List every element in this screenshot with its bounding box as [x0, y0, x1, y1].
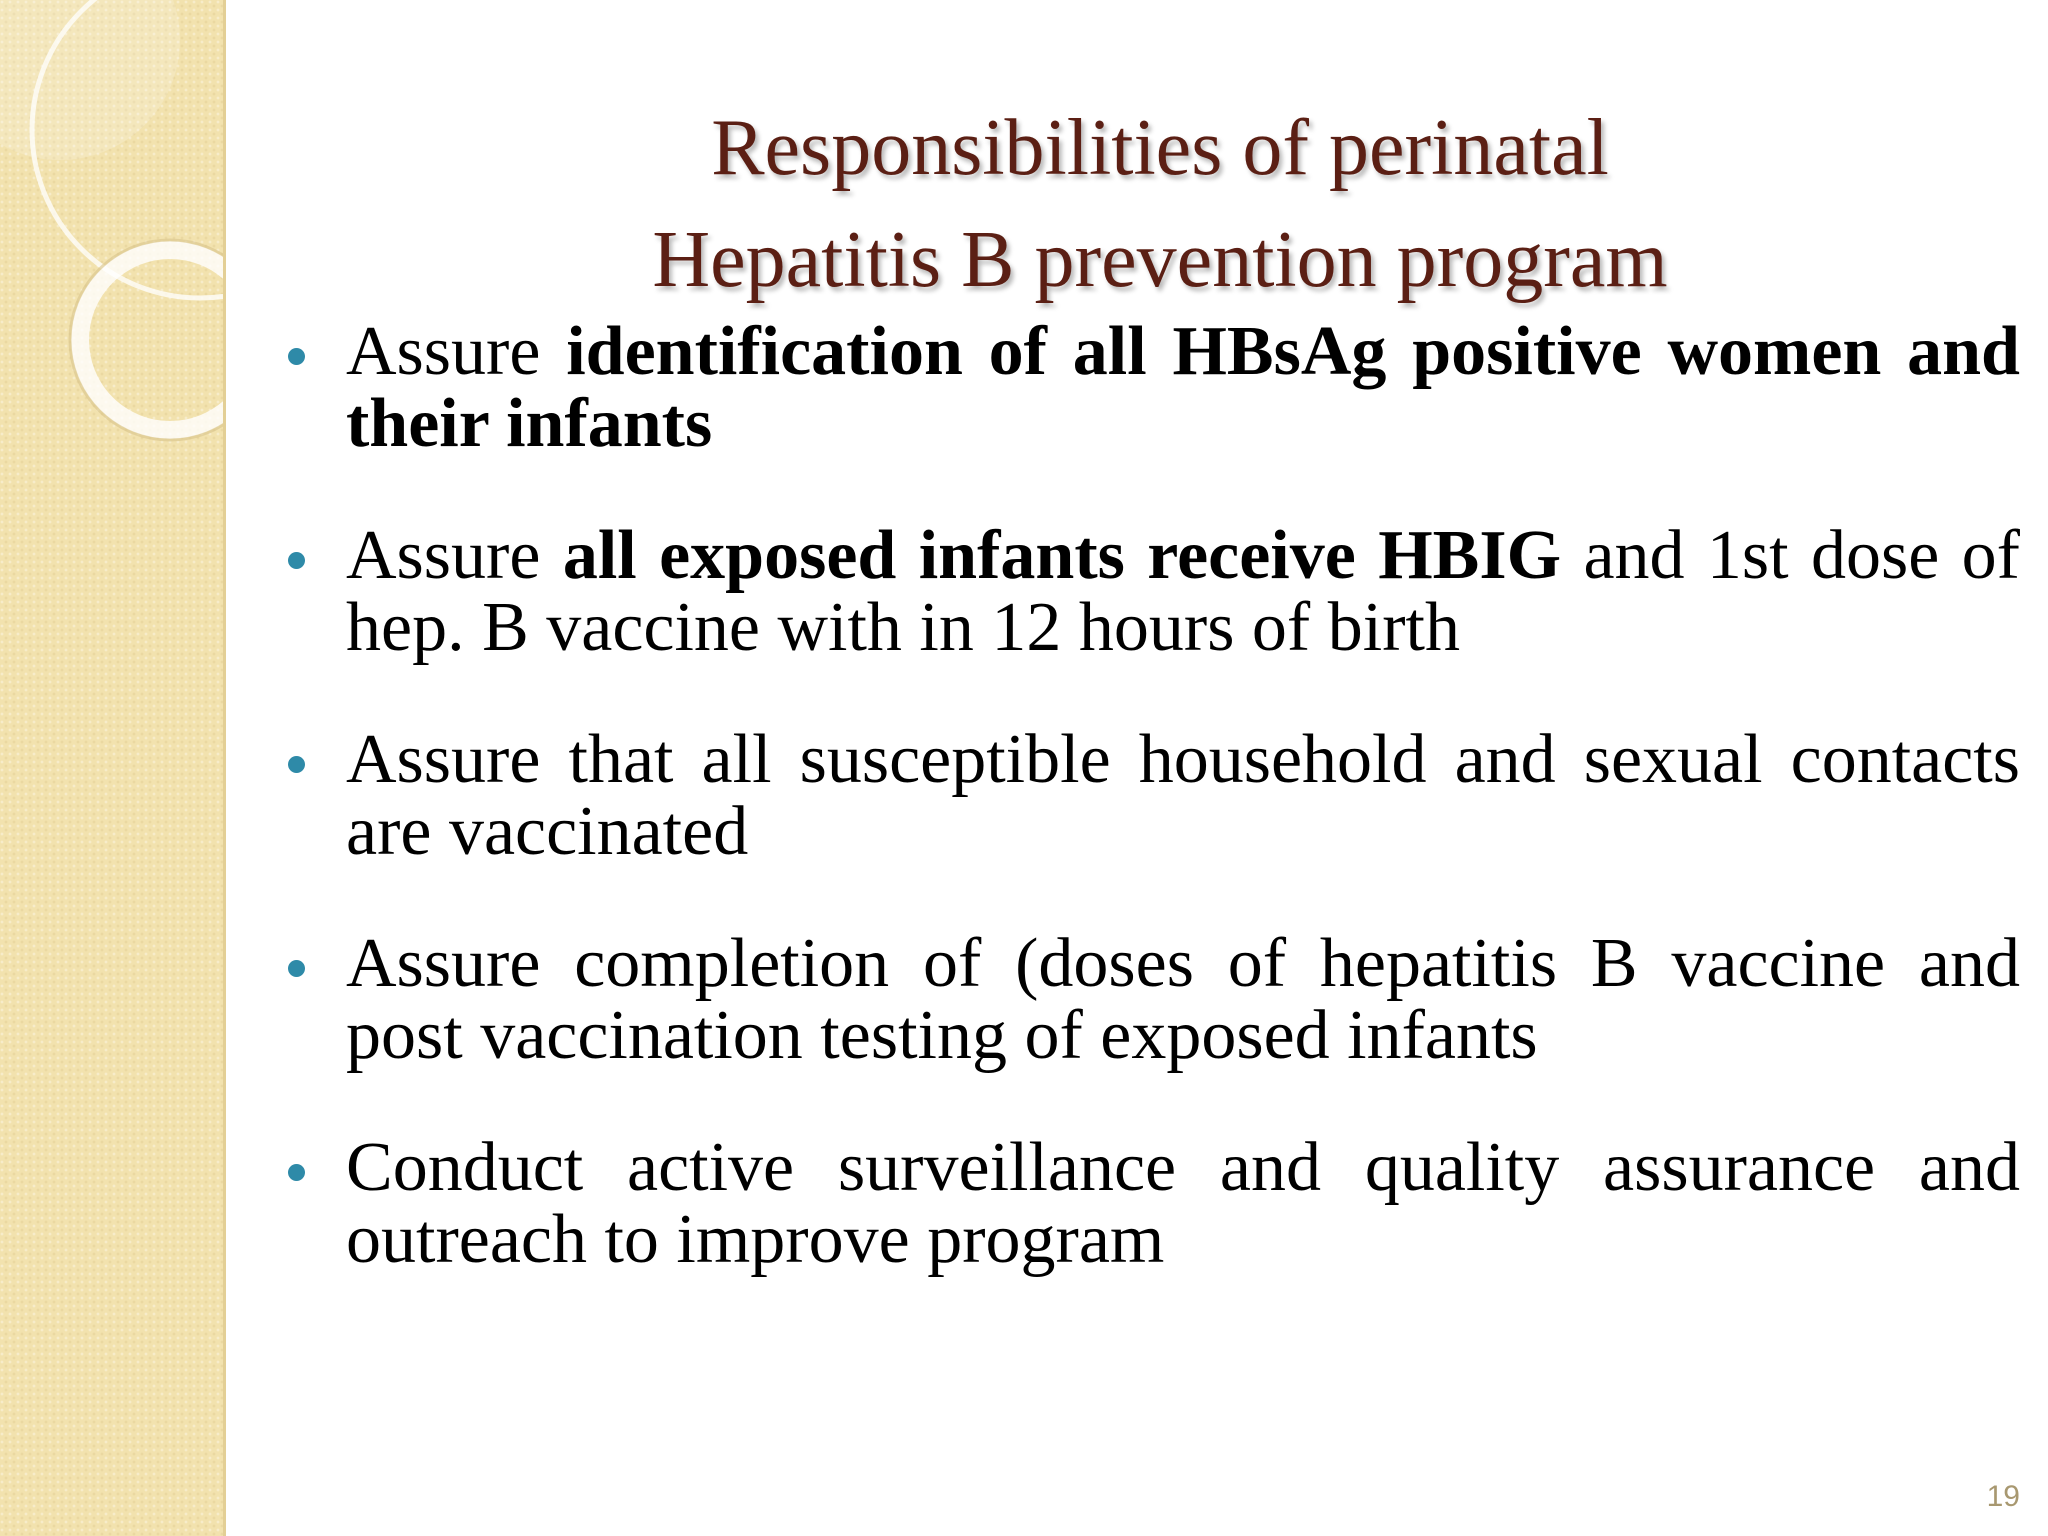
- bullet-text: Assure that all susceptible household and sexual contacts are vaccinated: [346, 721, 2020, 870]
- bullet-dot-icon: [288, 756, 305, 773]
- bullet-list: [280, 313, 2020, 1336]
- bullet-dot-icon: [288, 552, 305, 569]
- slide-title-line-2: Hepatitis B prevention program: [652, 216, 1668, 304]
- bullet-item: [280, 313, 2020, 462]
- bullet-item: [280, 517, 2020, 666]
- bullet-text: and 1st dose of hep. B vaccine with in 12 hours of birth: [346, 517, 2020, 666]
- bullet-text: Assure completion of (doses of hepatitis B vaccine and post vaccination testing of exposed infants: [346, 925, 2020, 1074]
- bullet-item: [280, 925, 2020, 1074]
- decorative-rings: [0, 0, 226, 1536]
- bullet-text-bold: identification of all HBsAg positive women and their infants: [346, 313, 2020, 462]
- bullet-item: [280, 721, 2020, 870]
- bullet-text-bold: all exposed infants receive HBIG: [562, 517, 1562, 594]
- bullet-dot-icon: [288, 348, 305, 365]
- bullet-text: Assure: [346, 517, 563, 594]
- slide-number: 19: [1986, 1480, 2020, 1513]
- bullet-text: Conduct active surveillance and quality assurance and outreach to improve program: [346, 1129, 2020, 1278]
- slide-title-line-1: Responsibilities of perinatal: [711, 104, 1609, 192]
- decorative-side-band: [0, 0, 226, 1536]
- bullet-dot-icon: [288, 1164, 305, 1181]
- bullet-dot-icon: [288, 960, 305, 977]
- bullet-text: Assure: [346, 313, 567, 390]
- slide-title: [300, 92, 2020, 316]
- bullet-item: [280, 1129, 2020, 1278]
